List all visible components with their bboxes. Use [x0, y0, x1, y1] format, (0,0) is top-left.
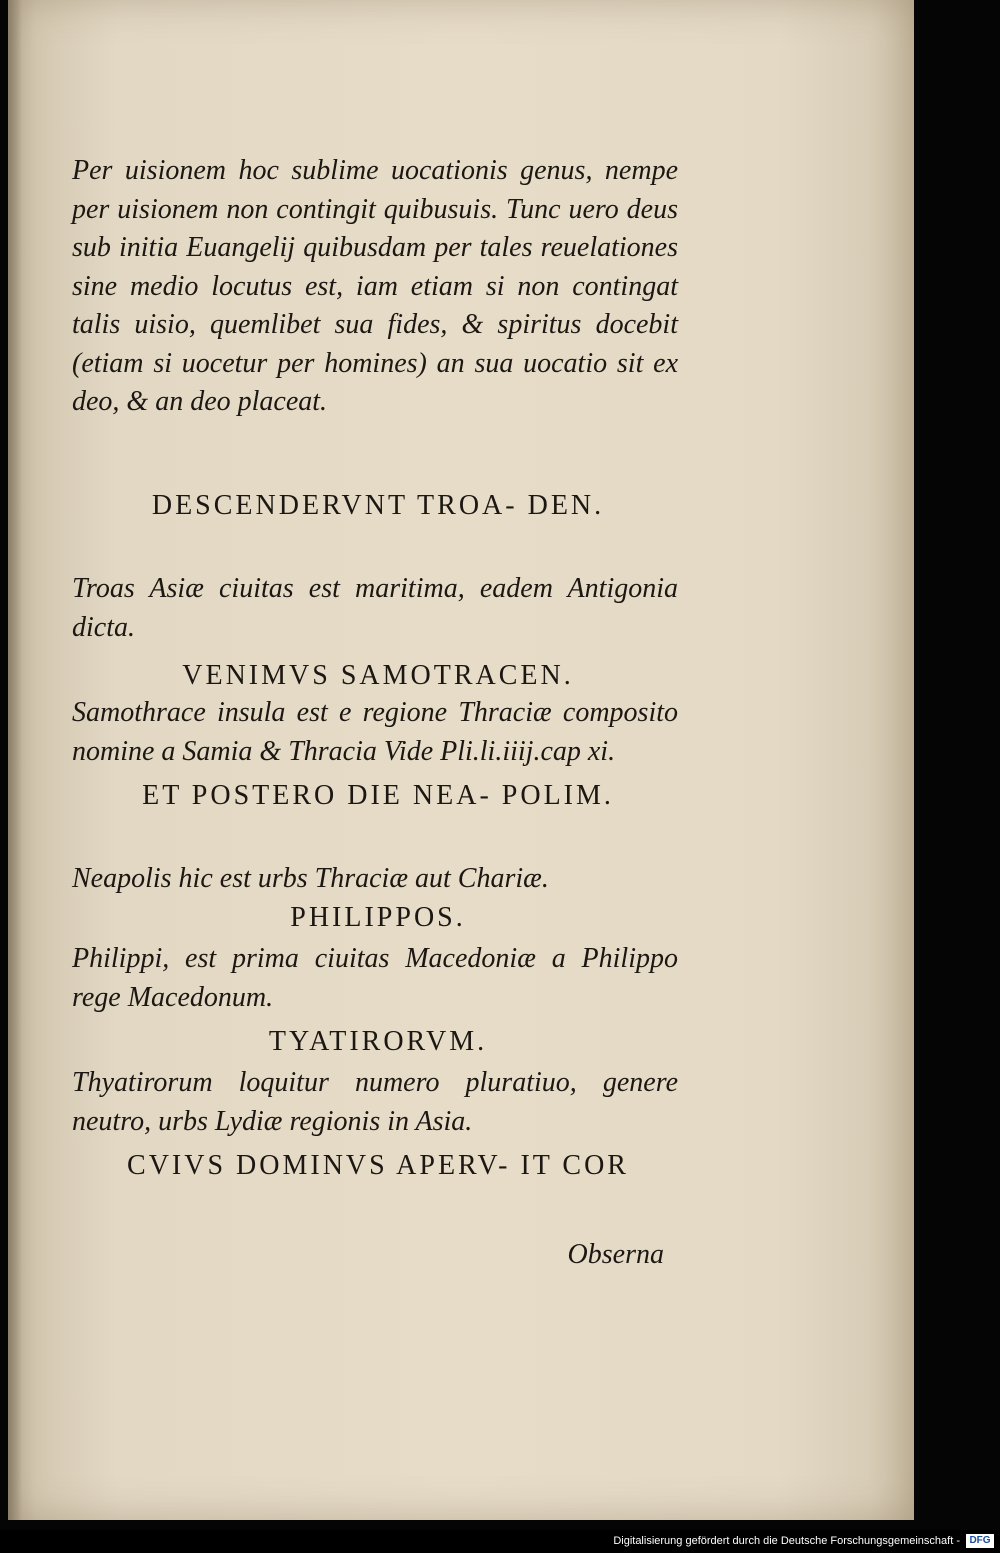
- footer-bar: [0, 1530, 1000, 1553]
- section-heading-tyatirorum: TYATIRORVM.: [268, 1026, 488, 1057]
- section-heading-cuius-dominus: CVIVS DOMINVS APERV- IT COR: [127, 1150, 629, 1181]
- funding-notice: Digitalisierung gefördert durch die Deutsche Forschungsgemeinschaft -: [613, 1535, 960, 1547]
- section-heading-philippos: PHILIPPOS.: [290, 902, 466, 933]
- section-text-philippos: Philippi, est prima ciuitas Macedoniæ a Philippo rege Macedonum.: [72, 943, 678, 1013]
- section-text-tyatirorum: Thyatirorum loquitur numero pluratiuo, genere neutro, urbs Lydiæ regionis in Asia.: [72, 1067, 678, 1137]
- catchword: Obserna: [567, 1239, 664, 1270]
- section-text-troaden: Troas Asiæ ciuitas est maritima, eadem Antigonia dicta.: [72, 573, 678, 643]
- book-page: [8, 0, 914, 1520]
- section-text-neapolim: Neapolis hic est urbs Thraciæ aut Chariæ.: [72, 863, 549, 894]
- opening-paragraph: Per uisionem hoc sublime uocationis genus, nempe per uisionem non contingit quibusuis. Tunc uero deus sub initia Euangelij quibusdam per tales reuelationes sine medio locutus est, iam etiam si non contingat talis uisio, quemlibet sua fides, & spiritus docebit (etiam si uocetur per homines) an sua uocatio sit ex deo, & an deo placeat.: [72, 155, 678, 417]
- section-heading-neapolim: ET POSTERO DIE NEA- POLIM.: [142, 780, 614, 811]
- dfg-logo: DFG: [966, 1534, 994, 1548]
- section-text-samotracen: Samothrace insula est e regione Thraciæ composito nomine a Samia & Thracia Vide Pli.li.iiij.cap xi.: [72, 697, 678, 767]
- section-heading-troaden: DESCENDERVNT TROA- DEN.: [151, 490, 605, 521]
- section-heading-samotracen: VENIMVS SAMOTRACEN.: [182, 660, 574, 691]
